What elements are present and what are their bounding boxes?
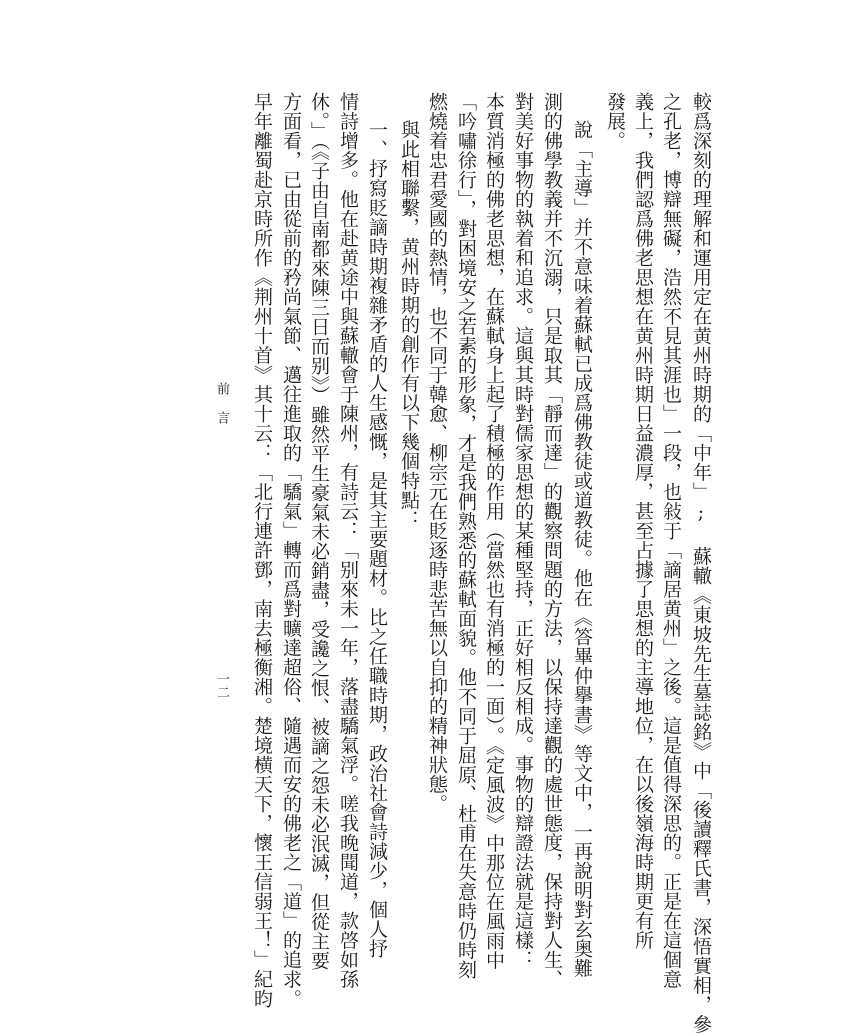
text-line-1: 較爲深刻的理解和運用定在黄州時期的「中年」; 蘇轍《東坡先生墓誌銘》中「後讀釋氏書，深悟實相，參 (690, 92, 712, 1034)
text-line-15: 方面看，已由從前的矜尚氣節、邁往進取的「驕氣」轉而爲對曠達超俗、隨遇而安的佛老之「道」的追求。 (280, 92, 302, 1009)
text-line-9: 「吟嘯徐行」，對困境安之若素的形象，才是我們熟悉的蘇軾面貌。他不同于屈原、杜甫在失意時仍時刻 (455, 92, 477, 980)
text-line-4: 發展。 (604, 92, 626, 151)
text-line-3: 義上，我們認爲佛老思想在黄州時期日益濃厚，甚至占據了思想的主導地位，在以後嶺海時期更有所 (632, 92, 654, 950)
text-line-13: 情詩增多。他在赴黄途中與蘇轍會于陳州，有詩云：「别來未一年，落盡驕氣浮。嗟我晚聞道，款啓如孫 (337, 92, 359, 989)
text-line-2: 之孔老，博辯無礙，浩然不見其涯也」一段，也敍于「謫居黄州」之後。這是值得深思的。正是在這個意 (660, 92, 682, 989)
text-line-16: 早年離蜀赴京時所作《荆州十首》其十云：「北行連許鄧，南去極衡湘。楚境横天下，懷王信弱王！」紀昀 (251, 92, 273, 1009)
page-number: 一二 (214, 672, 229, 699)
running-header: 前 言 (214, 382, 229, 425)
text-line-7: 對美好事物的執着和追求。這與其時對儒家思想的某種堅持，正好相反相成。事物的辯證法就是這樣： (512, 92, 534, 970)
text-line-6: 測的佛學教義并不沉溺，只是取其「靜而達」的觀察問題的方法，以保持達觀的處世態度，保持對人生、 (541, 92, 563, 989)
text-line-10: 燃燒着忠君愛國的熱情，也不同于韓愈、柳宗元在貶逐時悲苦無以自抑的精神狀態。 (426, 92, 448, 814)
text-line-11: 與此相聯繫，黄州時期的創作有以下幾個特點： (398, 120, 420, 530)
text-line-8: 本質消極的佛老思想，在蘇軾身上起了積極的作用（當然也有消極的一面）。《定風波》中那位在風雨中 (483, 92, 505, 970)
text-line-12: 一、抒寫貶謫時期複雜矛盾的人生感慨，是其主要題材。比之任職時期，政治社會詩減少，個人抒 (366, 120, 388, 959)
text-line-5: 說「主導」并不意味着蘇軾已成爲佛教徒或道教徒。他在《答畢仲擧書》等文中，一再說明對玄奥難 (571, 120, 593, 978)
text-line-14: 休。」（《子由自南都來陳三日而别》）雖然平生豪氣未必銷盡，受讒之恨、被謫之怨未必泯滅，但從主要 (308, 92, 330, 971)
